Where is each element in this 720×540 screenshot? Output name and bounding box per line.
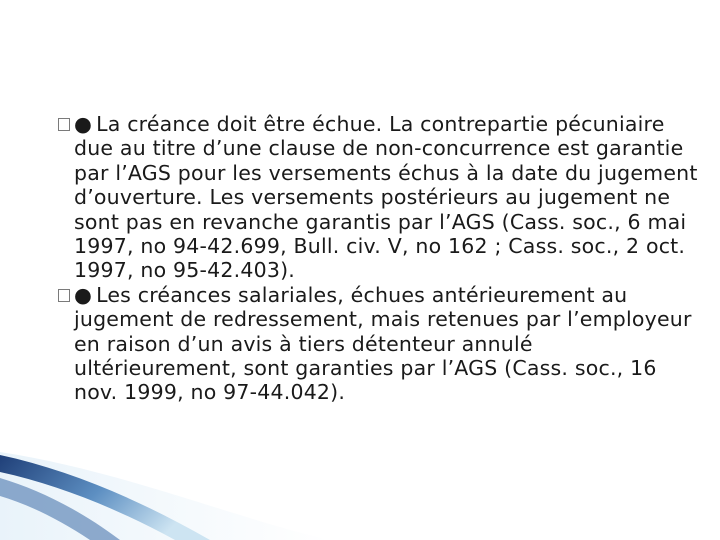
checkbox-bullet-icon <box>58 118 70 131</box>
bullet-item <box>60 283 700 405</box>
dot-bullet-icon: ● <box>74 282 93 307</box>
checkbox-bullet-icon <box>58 289 70 302</box>
bullet-body: La créance doit être échue. La contrepartie pécuniaire due au titre d’une clause de non-concurrence est garantie par l’AGS pour les versements échus à la date du jugement d’ouverture. Les versements postérieurs au jugement ne sont pas en revanche garantis par l’AGS (Cass. soc., 6 mai 1997, no 94-42.699, Bull. civ. V, no 162 ; Cass. soc., 2 oct. 1997, no 95-42.403). <box>74 112 698 283</box>
bullet-list <box>60 112 700 405</box>
bullet-text <box>74 112 700 283</box>
bullet-text <box>74 283 700 405</box>
bullet-body: Les créances salariales, échues antérieurement au jugement de redressement, mais retenues par l’employeur en raison d’un avis à tiers détenteur annulé ultérieurement, sont garanties par l’AGS (Cass. soc., 16 nov. 1999, no 97-44.042). <box>74 282 692 405</box>
bullet-item <box>60 112 700 283</box>
dot-bullet-icon: ● <box>74 112 93 136</box>
